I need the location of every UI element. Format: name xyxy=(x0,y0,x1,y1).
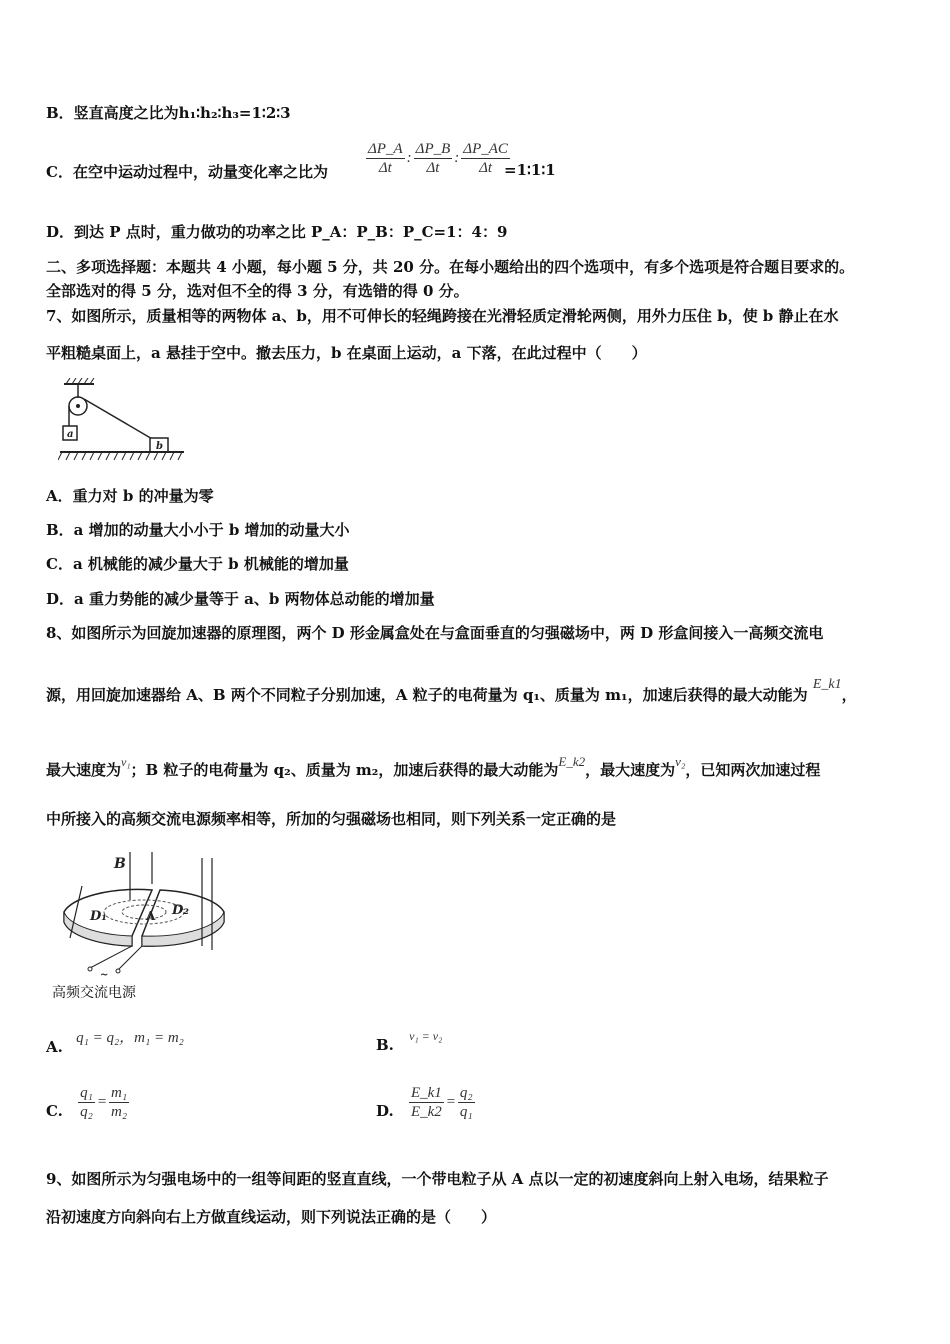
d2-label: D₂ xyxy=(172,903,189,918)
q8-stem-line2: 源，用回旋加速器给 A、B 两个不同粒子分别加速，A 粒子的电荷量为 q₁、质量为 m₁，加速后获得的最大动能为 E_k1， xyxy=(46,677,857,704)
ek2-symbol: E_k2 xyxy=(558,754,586,769)
point-a-label: A xyxy=(146,909,156,923)
block-a-label: a xyxy=(67,429,74,440)
fraction-pa: $\frac{\Delta P\_A}{\Delta t}$ xyxy=(368,141,403,176)
q8-option-b: B. $^{v_1 = v_2}$ xyxy=(376,1029,443,1054)
fraction-pac: $\frac{\Delta P\_AC}{\Delta t}$ xyxy=(463,141,508,176)
q8-stem-line4: 中所接入的高频交流电源频率相等，所加的匀强磁场也相同，则下列关系一定正确的是 xyxy=(46,810,617,828)
ek1-symbol: E_k1 xyxy=(812,677,842,692)
q6-option-b: B．竖直高度之比为h₁∶h₂∶h₃=1∶2∶3 xyxy=(46,104,291,122)
q7-stem-line2: 平粗糙桌面上，a 悬挂于空中。撤去压力，b 在桌面上运动，a 下落，在此过程中（ ） xyxy=(46,344,647,362)
q9-stem-line1: 9、如图所示为匀强电场中的一组等间距的竖直直线，一个带电粒子从 A 点以一定的初速度斜向上射入电场，结果粒子 xyxy=(46,1170,829,1188)
q6-option-c-text: C．在空中运动过程中，动量变化率之比为 xyxy=(46,163,328,181)
cyclotron-caption: 高频交流电源 xyxy=(52,985,136,1001)
q8-stem-line2-text: 源，用回旋加速器给 A、B 两个不同粒子分别加速，A 粒子的电荷量为 q₁、质量为 m₁，加速后获得的最大动能为 xyxy=(46,686,808,704)
q7-option-c: C．a 机械能的减少量大于 b 机械能的增加量 xyxy=(46,555,349,573)
q9-stem-line2: 沿初速度方向斜向右上方做直线运动，则下列说法正确的是（ ） xyxy=(46,1208,497,1226)
q7-option-b: B．a 增加的动量大小小于 b 增加的动量大小 xyxy=(46,521,350,539)
q8-stem-line3: 最大速度为$^{v_1}$；B 粒子的电荷量为 q₂、质量为 m₂，加速后获得的最大动能为E_k2，最大速度为v₂，已知两次加速过程 xyxy=(46,754,821,779)
q6-option-c-ratio: =1∶1∶1 xyxy=(504,161,556,179)
section2-line1: 二、多项选择题：本题共 4 小题，每小题 5 分，共 20 分。在每小题给出的四个选项中，有多个选项是符合题目要求的。 xyxy=(46,258,855,276)
cyclotron-figure xyxy=(52,850,232,980)
q6-option-d: D．到达 P 点时，重力做功的功率之比 P_A：P_B：P_C=1：4：9 xyxy=(46,223,508,241)
block-b-label: b xyxy=(156,441,163,452)
q6-option-c-fractions: $\frac{\Delta P\_A}{\Delta t}$ : $\frac{\Delta P\_B}{\Delta t}$ : $\frac{\Delta P\_AC}{\Delta t}$ xyxy=(368,141,508,176)
q8-option-a-math: q₁ = q₂，m₁ = m₂ xyxy=(76,1030,184,1046)
q8-option-c: C. $\frac{\text{q₁}}{\text{q₂}}$ = $\frac{\text{m₁}}{\text{m₂}}$ xyxy=(46,1084,131,1121)
q8-option-d-math: $\frac{E\_k1}{E\_k2}$ = $\frac{\text{q₂}}{\text{q₁}}$ xyxy=(410,1085,473,1120)
q8-option-b-math: v₁ = v₂ xyxy=(409,1029,443,1043)
q7-option-a: A．重力对 b 的冲量为零 xyxy=(46,487,214,505)
d1-label: D₁ xyxy=(90,909,107,924)
section2-line2: 全部选对的得 5 分，选对但不全的得 3 分，有选错的得 0 分。 xyxy=(46,282,469,300)
fraction-pb: $\frac{\Delta P\_B}{\Delta t}$ xyxy=(415,141,451,176)
q7-stem-line1: 7、如图所示，质量相等的两物体 a、b，用不可伸长的轻绳跨接在光滑轻质定滑轮两侧，用外力压住 b，使 b 静止在水 xyxy=(46,307,839,325)
q7-option-d: D．a 重力势能的减少量等于 a、b 两物体总动能的增加量 xyxy=(46,590,435,608)
q8-option-c-math: $\frac{\text{q₁}}{\text{q₂}}$ = $\frac{\text{m₁}}{\text{m₂}}$ xyxy=(80,1085,128,1120)
pulley-figure xyxy=(58,378,188,466)
q8-stem-line1: 8、如图所示为回旋加速器的原理图，两个 D 形金属盒处在与盒面垂直的匀强磁场中，两 D 形盒间接入一高频交流电 xyxy=(46,624,824,642)
q8-option-a: A. q₁ = q₂，m₁ = m₂ xyxy=(46,1030,184,1056)
v2-symbol: v₂ xyxy=(675,754,686,769)
v1-symbol: v₁ xyxy=(121,755,131,769)
q8-option-d: D. $\frac{E\_k1}{E\_k2}$ = $\frac{\text{q₂}}{\text{q₁}}$ xyxy=(376,1084,477,1121)
svg-text:~: ~ xyxy=(100,970,109,980)
magnetic-field-label: B xyxy=(114,856,126,872)
